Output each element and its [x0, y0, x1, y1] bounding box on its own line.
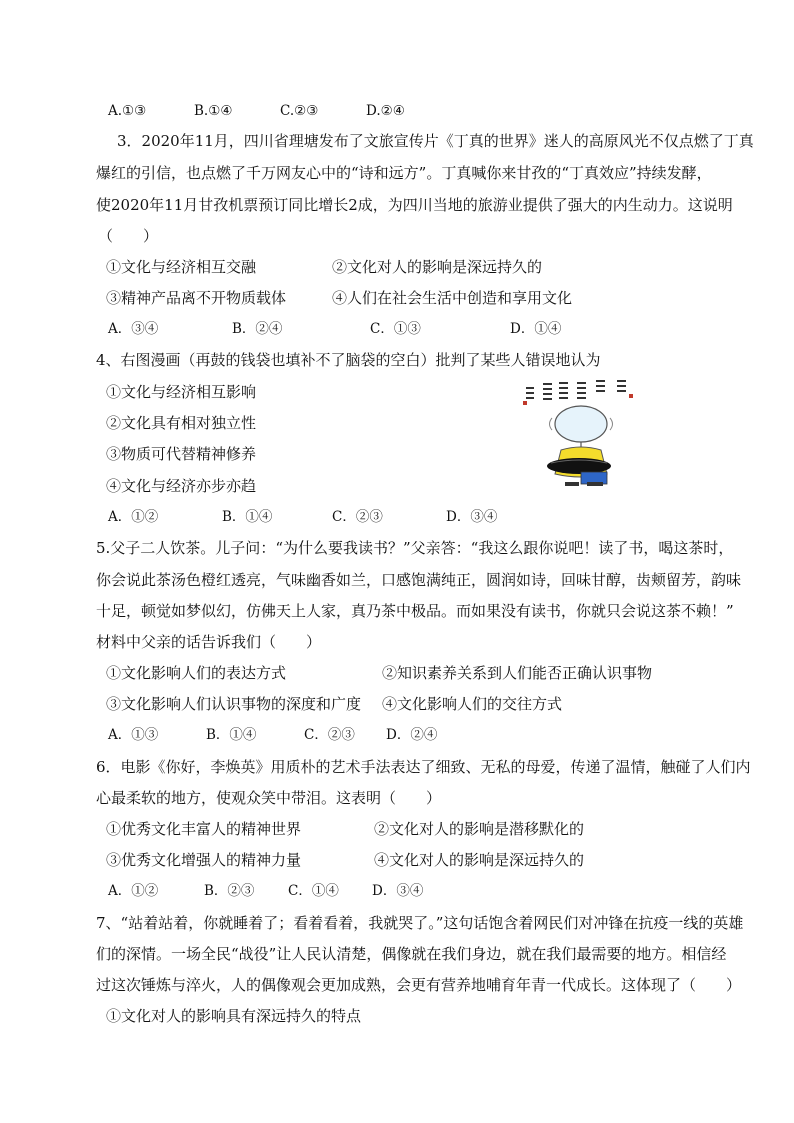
q5-options: [108, 725, 528, 745]
q6-stem-line-1: 6．电影《你好，李焕英》用质朴的艺术手法表达了细致、无私的母爱，传递了温情，触碰了人们内: [96, 758, 751, 776]
q3-stem-line-3: 使2020年11月甘孜机票预订同比增长2成，为四川当地的旅游业提供了强大的内生动力。这说明: [96, 196, 733, 214]
q4-stem: 4、右图漫画（再鼓的钱袋也填补不了脑袋的空白）批判了某些人错误地认为: [96, 351, 601, 369]
q3-stem-line-1: 3．2020年11月，四川省理塘发布了文旅宣传片《丁真的世界》迷人的高原风光不仅点燃了丁真: [117, 132, 754, 150]
q3-option-b: B．②④: [232, 321, 283, 337]
q3-answer-blank: （ ）: [98, 227, 159, 245]
q7-stem-line-2: 们的深情。一场全民“战役”让人民认清楚，偶像就在我们身边，就在我们最需要的地方。相信经: [96, 945, 727, 963]
q7-item-1: ①文化对人的影响具有深远持久的特点: [106, 1007, 362, 1025]
q6-item-2: ②文化对人的影响是潜移默化的: [374, 820, 585, 838]
q3-options: [108, 319, 608, 339]
q3-item-4: ④人们在社会生活中创造和享用文化: [332, 289, 573, 307]
q6-item-3: ③优秀文化增强人的精神力量: [106, 851, 302, 869]
q4-option-c: C．②③: [332, 509, 383, 525]
q4-options: [108, 507, 528, 527]
q3-option-c: C．①③: [370, 321, 421, 337]
q2-options: [108, 101, 628, 121]
q6-option-a: A．①②: [108, 883, 159, 899]
q2-option-d: D.②④: [366, 103, 405, 119]
q5-option-d: D．②④: [386, 727, 438, 743]
q3-option-a: A．③④: [108, 321, 159, 337]
q4-option-b: B．①④: [222, 509, 273, 525]
q5-option-c: C．②③: [304, 727, 355, 743]
q3-stem-line-2: 爆红的引信，也点燃了千万网友心中的“诗和远方”。丁真喊你来甘孜的“丁真效应”持续发酵，: [96, 164, 712, 182]
q5-item-4: ④文化影响人们的交往方式: [382, 695, 563, 713]
q5-option-b: B．①④: [206, 727, 257, 743]
q4-item-4: ④文化与经济亦步亦趋: [106, 477, 257, 495]
q2-option-a: A.①③: [108, 103, 147, 119]
q5-option-a: A．①③: [108, 727, 159, 743]
q5-item-3: ③文化影响人们认识事物的深度和广度: [106, 695, 362, 713]
q2-option-c: C.②③: [280, 103, 319, 119]
q5-stem-line-2: 你会说此茶汤色橙红透亮，气味幽香如兰，口感饱满纯正，圆润如诗，回味甘醇，齿颊留芳，韵味: [96, 571, 742, 589]
q5-stem-line-4: 材料中父亲的话告诉我们（ ）: [96, 633, 322, 651]
q6-item-1: ①优秀文化丰富人的精神世界: [106, 820, 302, 838]
q5-item-1: ①文化影响人们的表达方式: [106, 664, 287, 682]
q4-item-2: ②文化具有相对独立性: [106, 414, 257, 432]
q3-item-1: ①文化与经济相互交融: [106, 258, 257, 276]
q5-item-2: ②知识素养关系到人们能否正确认识事物: [382, 664, 653, 682]
q7-stem-line-1: 7、“站着站着，你就睡着了；看着看着，我就哭了。”这句话饱含着网民们对冲锋在抗疫一线的英雄: [96, 914, 744, 932]
q6-stem-line-2: 心最柔软的地方，使观众笑中带泪。这表明（ ）: [96, 789, 442, 807]
q3-item-2: ②文化对人的影响是深远持久的: [332, 258, 543, 276]
cartoon-illustration: [521, 380, 641, 490]
q5-stem-line-1: 5.父子二人饮茶。儿子问：“为什么要我读书？”父亲答：“我这么跟你说吧！读了书，喝这茶时，: [96, 539, 734, 557]
q3-option-d: D．①④: [510, 321, 562, 337]
q5-stem-line-3: 十足，顿觉如梦似幻，仿佛天上人家，真乃茶中极品。而如果没有读书，你就只会说这茶不赖！”: [96, 602, 734, 620]
q2-option-b: B.①④: [194, 103, 233, 119]
balloon-head: [555, 406, 607, 442]
q4-item-3: ③物质可代替精神修养: [106, 445, 257, 463]
q4-option-a: A．①②: [108, 509, 159, 525]
q6-options: [108, 881, 528, 901]
q4-option-d: D．③④: [446, 509, 498, 525]
q4-item-1: ①文化与经济相互影响: [106, 383, 257, 401]
q3-item-3: ③精神产品离不开物质载体: [106, 289, 287, 307]
q6-item-4: ④文化对人的影响是深远持久的: [374, 851, 585, 869]
q7-stem-line-3: 过这次锤炼与淬火，人的偶像观会更加成熟，会更有营养地哺育年青一代成长。这体现了（ ）: [96, 976, 742, 994]
cartoon-caption-handwriting: [526, 380, 626, 400]
q6-option-b: B．②③: [204, 883, 255, 899]
q6-option-d: D．③④: [372, 883, 424, 899]
q6-option-c: C．①④: [288, 883, 339, 899]
